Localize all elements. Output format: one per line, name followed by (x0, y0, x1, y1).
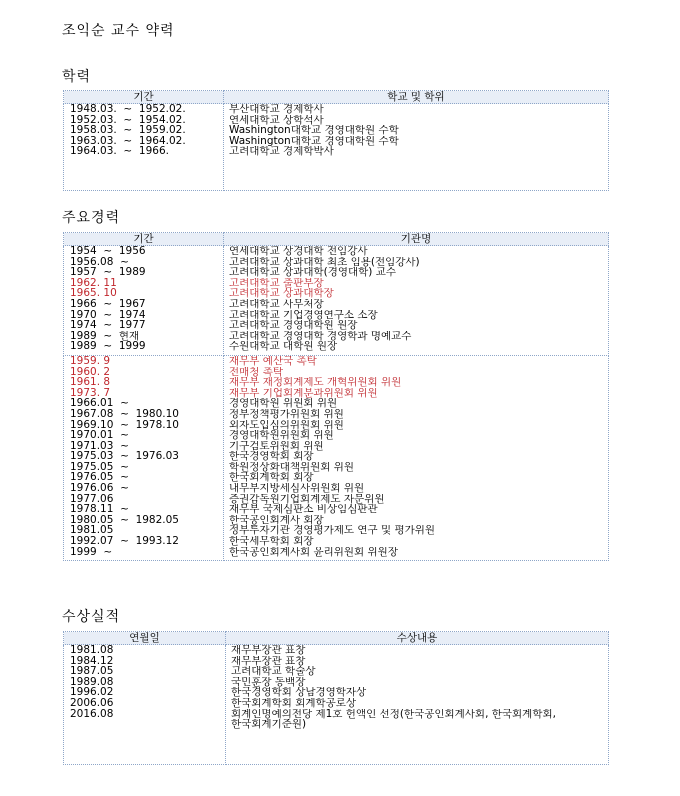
career-row-detail: 한국공인회계사 회장 (229, 514, 324, 526)
career-row-detail: 재무부 기업회계분과위원회 위원 (229, 387, 378, 399)
awards-table (63, 631, 609, 765)
career-row-period: 1966.01 ~ (70, 398, 129, 409)
career-row-detail: 고려대학교 사무처장 (229, 298, 324, 310)
career-row-period: 1975.03 ~ 1976.03 (70, 451, 179, 462)
career-row-period: 1981.05 (70, 525, 114, 537)
career-section-title: 주요경력 (62, 210, 121, 226)
career-row-detail: 증권감독원기업회계제도 자문위원 (229, 493, 385, 505)
career-row-detail: 고려대학교 경영대학원 원장 (229, 320, 358, 331)
career-row-period: 1956.08 ~ (70, 256, 129, 268)
career-row-detail: 경영대학원 위원회 위원 (229, 398, 338, 409)
career-row-period: 1975.05 ~ (70, 461, 129, 473)
career-row-period: 1999 ~ (70, 546, 113, 558)
award-row-detail: 재무부장관 표창 (231, 645, 306, 656)
career-row-detail: 재무부 국제심판소 비상임심판관 (229, 504, 378, 515)
career-row-period: 1980.05 ~ 1982.05 (70, 514, 179, 526)
education-header-period: 기간 (64, 91, 224, 104)
career-row-period: 1966 ~ 1967 (70, 298, 146, 310)
education-period: 1963.03. ~ 1964.02. (70, 135, 186, 147)
career-row-detail: 외자도입심의위원회 위원 (229, 419, 344, 431)
award-row-detail: 회계인명예의전당 제1호 헌액인 선정(한국공인회계사회, 한국회계학회, (231, 708, 556, 720)
career-row-left-cell (64, 355, 224, 560)
career-row-detail: 내무부지방세심사위원회 위원 (229, 483, 365, 494)
award-row-detail: 한국회계학회 회계학공로상 (231, 697, 357, 709)
career-row-period: 1978.11 ~ (70, 504, 129, 515)
career-table (63, 232, 609, 561)
education-detail-cell (224, 104, 609, 191)
career-row-period: 1989 ~ 1999 (70, 341, 146, 352)
awards-section-title: 수상실적 (62, 609, 121, 625)
award-row-detail: 국민훈장 동백장 (231, 676, 306, 688)
career-row-period: 1967.08 ~ 1980.10 (70, 408, 179, 420)
career-row-detail: 한국세무학회 회장 (229, 536, 314, 547)
award-row-detail: 고려대학교 학술상 (231, 666, 316, 677)
education-detail: 연세대학교 상학석사 (229, 114, 324, 126)
career-row-detail: 한국회계학회 회장 (229, 472, 314, 484)
career-row-period: 1973. 7 (70, 387, 111, 399)
award-row-right-cell (226, 645, 609, 765)
career-row-period: 1957 ~ 1989 (70, 267, 146, 278)
career-row-detail: 고려대학교 상과대학(경영대학) 교수 (229, 267, 397, 278)
award-row-detail: 한국경영학회 상남경영학자상 (231, 687, 367, 698)
career-row-period: 1962. 11 (70, 277, 117, 289)
career-row-period: 1970 ~ 1974 (70, 309, 146, 321)
award-row-left-cell (64, 645, 226, 765)
career-row-detail: 정부투자기관 경영평가제도 연구 및 평가위원 (229, 525, 436, 537)
education-detail: Washington대학교 경영대학원 수학 (229, 125, 399, 136)
career-header-period: 기간 (64, 233, 224, 246)
career-row-detail: 한국경영학회 회장 (229, 451, 314, 462)
career-row-period: 1976.06 ~ (70, 483, 129, 494)
career-row-period: 1970.01 ~ (70, 430, 129, 441)
career-row-period: 1971.03 ~ (70, 440, 129, 452)
career-row-detail: 고려대학교 기업경영연구소 소장 (229, 309, 378, 321)
career-header-detail: 기관명 (224, 233, 609, 246)
award-row-period: 1987.05 (70, 666, 114, 677)
career-row-period: 1977.06 (70, 493, 114, 505)
career-row-right-cell (224, 246, 609, 356)
education-period: 1958.03. ~ 1959.02. (70, 125, 186, 136)
career-row-detail: 고려대학교 출판부장 (229, 277, 324, 289)
career-row-detail: 재무부 재정회계제도 개혁위원회 위원 (229, 377, 402, 388)
education-period: 1964.03. ~ 1966. (70, 146, 169, 157)
education-period: 1952.03. ~ 1954.02. (70, 114, 186, 126)
career-row-detail: 정부정책평가위원회 위원 (229, 408, 344, 420)
education-detail: 부산대학교 경제학사 (229, 104, 324, 115)
award-row-detail: 재무부장관 표창 (231, 655, 306, 667)
career-row-right-cell (224, 355, 609, 560)
award-row-period: 2016.08 (70, 708, 114, 720)
education-detail: 고려대학교 경제학박사 (229, 146, 334, 157)
education-table (63, 90, 609, 191)
award-row-period: 1981.08 (70, 645, 114, 656)
career-row-period: 1976.05 ~ (70, 472, 129, 484)
career-row-period: 1961. 8 (70, 377, 111, 388)
career-row-period: 1959. 9 (70, 355, 111, 367)
education-detail: Washington대학교 경영대학원 수학 (229, 135, 399, 147)
awards-header-detail: 수상내용 (226, 632, 609, 645)
career-row-period: 1960. 2 (70, 366, 111, 378)
career-row-period: 1965. 10 (70, 288, 117, 299)
education-header-detail: 학교 및 학위 (224, 91, 609, 104)
education-period-cell (64, 104, 224, 191)
page-title: 조익순 교수 약력 (62, 23, 175, 39)
career-row-left-cell (64, 246, 224, 356)
career-row-period: 1969.10 ~ 1978.10 (70, 419, 179, 431)
award-row-period: 1996.02 (70, 687, 114, 698)
award-row-period: 1989.08 (70, 676, 114, 688)
career-row-detail: 고려대학교 상과대학장 (229, 288, 334, 299)
career-row-detail: 재무부 예산국 촉탁 (229, 355, 317, 367)
career-row-detail: 학원정상화대책위원회 위원 (229, 461, 355, 473)
career-row-period: 1974 ~ 1977 (70, 320, 146, 331)
career-row-detail: 전매청 촉탁 (229, 366, 284, 378)
education-period: 1948.03. ~ 1952.02. (70, 104, 186, 115)
award-row-period: 1984.12 (70, 655, 114, 667)
career-row-detail: 고려대학교 상과대학 최초 임용(전임강사) (229, 256, 420, 268)
career-row-detail: 고려대학교 경영대학 경영학과 명예교수 (229, 330, 412, 342)
career-row-detail: 한국공인회계사회 윤리위원회 위원장 (229, 546, 398, 558)
career-row-period: 1954 ~ 1956 (70, 246, 146, 257)
career-row-period: 1992.07 ~ 1993.12 (70, 536, 179, 547)
career-row-detail: 수원대학교 대학원 원장 (229, 341, 338, 352)
career-row-detail: 연세대학교 상경대학 전임강사 (229, 246, 368, 257)
career-row-period: 1989 ~ 현재 (70, 330, 140, 342)
career-row-detail: 기구검토위원회 위원 (229, 440, 324, 452)
awards-header-date: 연월일 (64, 632, 226, 645)
award-row-period: 2006.06 (70, 697, 114, 709)
award-row-period (70, 719, 225, 730)
award-row-detail: 한국회계기준원) (231, 719, 307, 730)
education-section-title: 학력 (62, 69, 92, 85)
career-row-detail: 경영대학원위원회 위원 (229, 430, 334, 441)
